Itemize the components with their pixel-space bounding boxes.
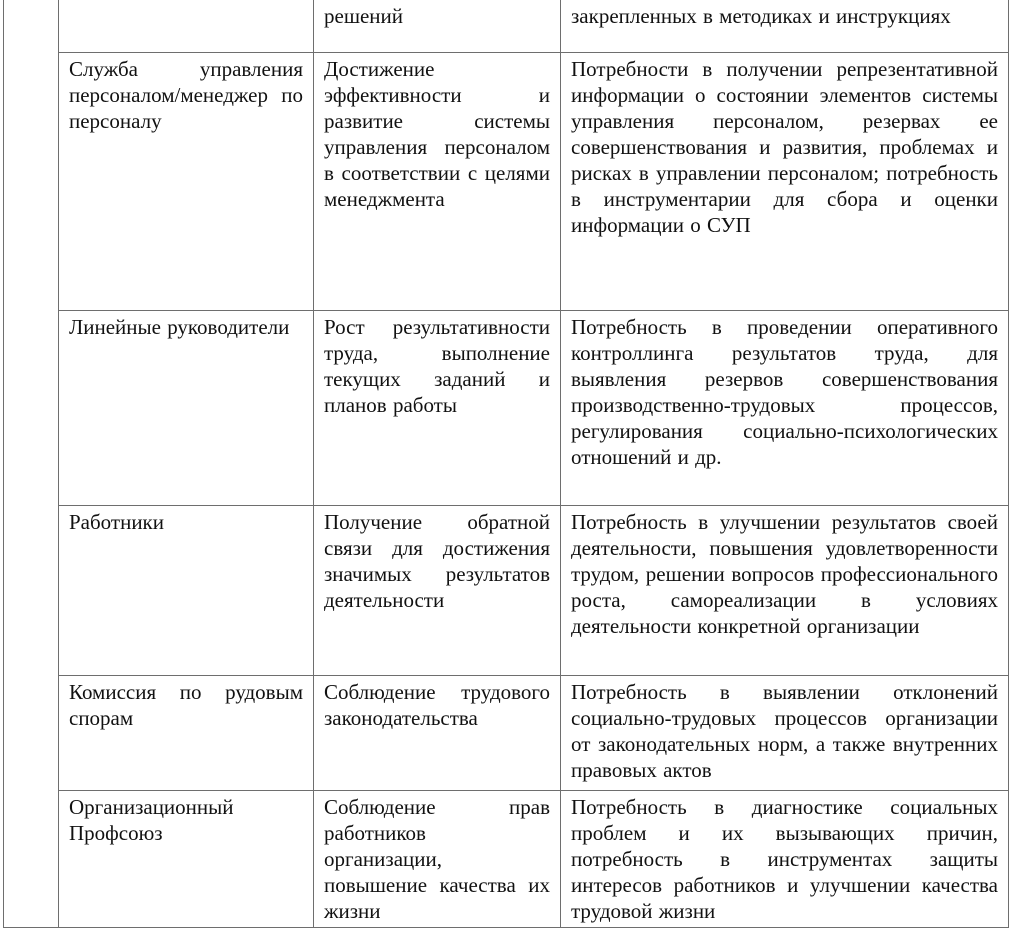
cell-goal: Рост результативности труда, выполнение текущих заданий и планов работы	[314, 310, 561, 505]
cell-goal: решений	[314, 0, 561, 52]
cell-gutter	[4, 0, 59, 927]
cell-stakeholder: Организационный Профсоюз	[59, 790, 314, 927]
table-row	[4, 790, 1009, 927]
cell-goal: Получение обратной связи для достижения значимых результатов деятельности	[314, 505, 561, 675]
cell-goal: Достижение эффективности и развитие системы управления персоналом в соответствии с целями менеджмента	[314, 52, 561, 310]
table-row	[4, 0, 1009, 52]
cell-stakeholder: Комиссия по рудовым спорам	[59, 675, 314, 790]
table-row	[4, 310, 1009, 505]
table-row	[4, 505, 1009, 675]
cell-goal: Соблюдение трудового законодательства	[314, 675, 561, 790]
cell-need: Потребность в выявлении отклонений социально-трудовых процессов организации от законодательных норм, а также внутренних правовых актов	[561, 675, 1009, 790]
cell-need: Потребность в улучшении результатов своей деятельности, повышения удовлетворенности трудом, решении вопросов профессионального роста, самореализации в условиях деятельности конкретной организации	[561, 505, 1009, 675]
cell-stakeholder	[59, 0, 314, 52]
cell-need: Потребность в диагностике социальных проблем и их вызывающих причин, потребность в инструментах защиты интересов работников и улучшении качества трудовой жизни	[561, 790, 1009, 927]
cell-need: Потребности в получении репрезентативной информации о состоянии элементов системы управления персоналом, резервах ее совершенствования и развития, проблемах и рисках в управлении персоналом; потребность в инструментарии для сбора и оценки информации о СУП	[561, 52, 1009, 310]
stakeholders-table	[3, 0, 1009, 928]
cell-need: закрепленных в методиках и инструкциях	[561, 0, 1009, 52]
cell-stakeholder: Работники	[59, 505, 314, 675]
table-row	[4, 52, 1009, 310]
cell-stakeholder: Линейные руководители	[59, 310, 314, 505]
cell-goal: Соблюдение прав работников организации, повышение качества их жизни	[314, 790, 561, 927]
table-row	[4, 675, 1009, 790]
cell-need: Потребность в проведении оперативного контроллинга результатов труда, для выявления резервов совершенствования производственно-трудовых процессов, регулирования социально-психологических отношений и др.	[561, 310, 1009, 505]
cell-stakeholder: Служба управления персоналом/менеджер по персоналу	[59, 52, 314, 310]
